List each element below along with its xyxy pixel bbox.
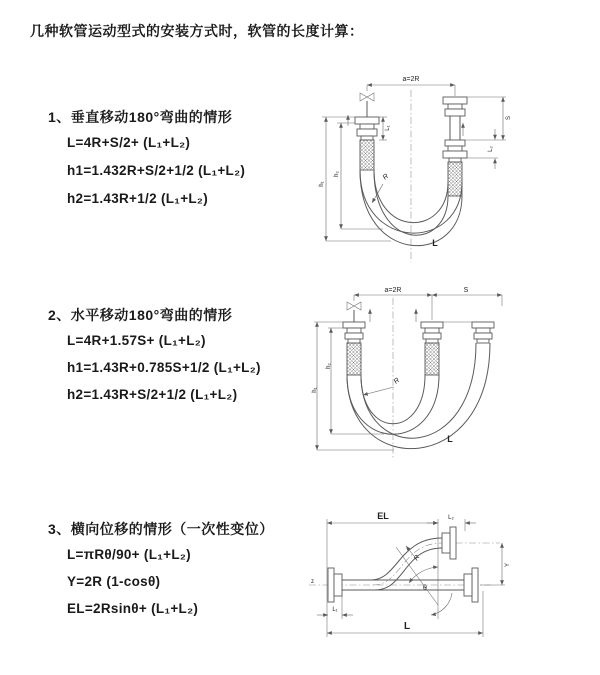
- formula-el: EL=2Rsinθ+ (L₁+L₂): [67, 601, 199, 616]
- h2-label: h₂: [334, 171, 340, 177]
- dim-offset: [480, 543, 511, 585]
- h2-label: h₂: [326, 363, 332, 369]
- formula-h2-1: h2=1.43R+1/2 (L₁+L₂): [67, 191, 209, 206]
- valve-icon: [347, 302, 361, 322]
- h1-label: h₁: [312, 387, 318, 393]
- dim-stroke: [465, 97, 512, 140]
- fit-right-label: L₂: [488, 146, 494, 152]
- dim-fitting-left: [317, 593, 353, 619]
- fit-left-label: L₁: [385, 125, 391, 131]
- dim-h2: [334, 123, 383, 229]
- dim-span: [354, 287, 432, 295]
- hose-curves: [347, 343, 490, 449]
- length-label: L: [447, 434, 453, 444]
- dim-el: [327, 511, 438, 637]
- radius-label: R: [412, 553, 422, 563]
- fit-right-label: L₂: [448, 515, 454, 521]
- formula-length-3: L=πRθ/90+ (L₁+L₂): [67, 547, 191, 562]
- dim-fitting-left: [379, 117, 391, 140]
- fit-left-label: L₁: [332, 607, 338, 613]
- left-fitting: [343, 309, 370, 375]
- right-fitting: [443, 97, 467, 196]
- section-1-heading: 1、垂直移动180°弯曲的情形: [48, 109, 233, 125]
- stroke-label: S: [463, 287, 469, 294]
- radius-callout: [406, 546, 422, 562]
- page-title: 几种软管运动型式的安装方式时，软管的长度计算：: [30, 23, 364, 39]
- length-label: L: [403, 621, 411, 632]
- middle-fitting: [416, 309, 443, 375]
- length-label: L: [432, 238, 438, 248]
- braid-hatch: [448, 162, 462, 196]
- upper-flange: [442, 527, 456, 559]
- dim-h1: [319, 117, 391, 241]
- vertical-180-bend-diagram: [313, 66, 515, 268]
- section-2-heading: 2、水平移动180°弯曲的情形: [48, 307, 233, 323]
- braid-hatch: [347, 343, 361, 375]
- formula-h1-1: h1=1.432R+S/2+1/2 (L₁+L₂): [67, 163, 246, 178]
- radius-label: R: [392, 376, 402, 386]
- valve-icon: [360, 93, 374, 117]
- dim-fitting-right: [467, 129, 498, 169]
- span-label: a=2R: [384, 287, 402, 294]
- el-label: EL: [377, 511, 389, 521]
- radius-callout: [363, 377, 401, 395]
- formula-offset-y: Y=2R (1-cosθ): [67, 574, 161, 589]
- stroke-label: S: [506, 115, 512, 121]
- formula-h2-2: h2=1.43R+S/2+1/2 (L₁+L₂): [67, 387, 238, 402]
- formula-length-1: L=4R+S/2+ (L₁+L₂): [67, 135, 191, 150]
- horizontal-180-bend-diagram: [308, 282, 520, 464]
- angle-construction: [396, 547, 452, 615]
- radius-label: R: [381, 172, 391, 182]
- braid-hatch: [360, 140, 374, 170]
- section-3-heading: 3、横向位移的情形（一次性变位）: [48, 521, 274, 537]
- h1-label: h₁: [319, 181, 325, 187]
- dim-stroke: [354, 287, 502, 320]
- formula-length-2: L=4R+1.57S+ (L₁+L₂): [67, 333, 206, 348]
- right-flange: [464, 568, 478, 602]
- lateral-displacement-diagram: [295, 497, 520, 649]
- formula-h1-2: h1=1.43R+0.785S+1/2 (L₁+L₂): [67, 360, 261, 375]
- angle-label: θ: [423, 585, 427, 592]
- span-label: a=2R: [402, 76, 420, 83]
- left-flange: [328, 568, 342, 602]
- axis-label: z: [311, 579, 314, 585]
- right-fitting: [472, 322, 494, 343]
- offset-label: Y: [505, 562, 511, 568]
- dim-length: [327, 591, 483, 637]
- braid-hatch: [425, 343, 439, 375]
